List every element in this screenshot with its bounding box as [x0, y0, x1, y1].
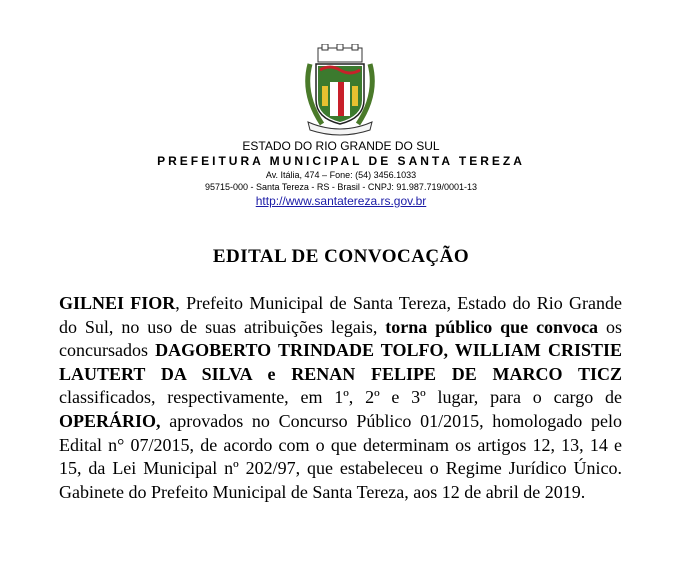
document-body [59, 292, 622, 504]
body-text-3: classificados, respectivamente, em 1º, 2º e 3º lugar, para o cargo de [59, 387, 622, 408]
prefecture-name: PREFEITURA MUNICIPAL DE SANTA TEREZA [157, 154, 525, 168]
body-text-2: os concursados [59, 316, 622, 361]
document-title: EDITAL DE CONVOCAÇÃO [212, 246, 470, 267]
candidate-names: DAGOBERTO TRINDADE TOLFO, WILLIAM CRISTIE LAUTERT DA SILVA e RENAN FELIPE DE MARCO TICZ [59, 340, 622, 384]
position-title: OPERÁRIO, [59, 410, 161, 431]
body-text-4: aprovados no Concurso Público 01/2015, homologado pelo Edital n° 07/2015, de acordo com o que determinam os artigos 12, 13, 14 e 15, da Lei Municipal nº 202/97, que estabeleceu o Regime Jurídico Único. Gabinete do Prefeito Municipal de Santa Tereza, aos 12 de abril de 2019. [59, 410, 622, 502]
state-name: ESTADO DO RIO GRANDE DO SUL [242, 139, 440, 153]
address-line: Av. Itália, 474 – Fone: (54) 3456.1033 [265, 170, 417, 180]
website-link[interactable]: http://www.santatereza.rs.gov.br [255, 194, 427, 208]
body-text-1: , Prefeito Municipal de Santa Tereza, Estado do Rio Grande do Sul, no uso de suas atribuições legais, [59, 293, 622, 337]
municipal-crest-icon [300, 44, 380, 136]
cep-cnpj-line: 95715-000 - Santa Tereza - RS - Brasil - CNPJ: 91.987.719/0001-13 [205, 182, 477, 192]
body-bold-announce: torna público que convoca [385, 316, 599, 337]
mayor-name: GILNEI FIOR [59, 293, 176, 313]
